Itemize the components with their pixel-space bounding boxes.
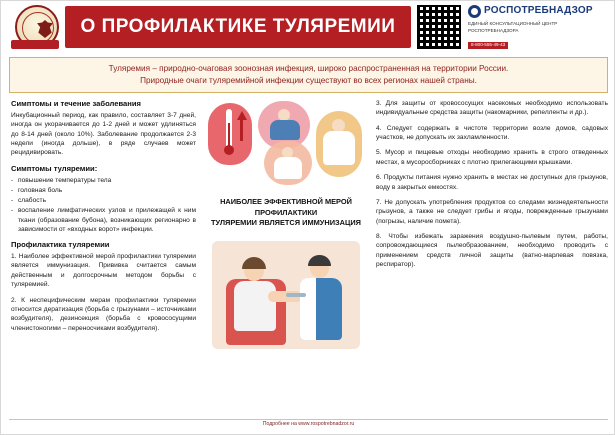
list-item: - воспаление лимфатических узлов и прилежащей к ним ткани (образование бубона), возникающих регионарно в зависимости от «входных ворот» инфекции. [11,206,196,234]
list-item: - головная боль [11,186,196,195]
org-phone: 8-800-555-49-43 [468,42,508,49]
footer [1,412,615,430]
prevention-list [11,252,196,333]
org-sub-line-1: ЕДИНЫЙ КОНСУЛЬТАЦИОННЫЙ ЦЕНТР [468,21,558,27]
list-item: 6. Продукты питания нужно хранить в местах не доступных для грызунов, воду в закрытых емкостях. [376,174,608,191]
thermometer-people-illustration [206,99,366,191]
left-column [11,99,196,339]
rospotrebnadzor-block [415,3,611,51]
signs-heading: Симптомы туляремии: [11,163,98,173]
patient-body-icon [234,281,276,331]
thermometer-mercury [228,123,230,149]
list-item: 8. Чтобы избежать заражения воздушно-пылевым путем, работы, сопровождающиеся пылеобразованием, необходимо проводить с применением средств личной защиты (ватно-марлевая повязка, респиратор). [376,232,608,269]
org-name: РОСПОТРЕБНАДЗОР [484,4,593,16]
intro-line-1: Туляремия – природно-очаговая зоонозная инфекция, широко распространенная на территории России. [108,63,509,73]
emblem-ribbon [11,40,59,49]
intro-band [9,57,608,93]
signs-list [11,176,196,234]
list-item: 7. Не допускать употребления продуктов со следами жизнедеятельности грызунов, а также не следует грибы и ягоды, поврежденные грызунами (погрызы, наличие помета). [376,198,608,225]
callout-text [206,197,366,229]
symptoms-paragraph: Инкубационный период, как правило, составляет 3-7 дней, иногда он укорачивается до 1-2 дней и может удлиняться до 8-14 дней (около 10%). Заболевание продолжается 2-3 недели (иногда дольше), в ряде случаев может рецидивировать. [11,112,196,157]
list-item: 3. Для защиты от кровососущих насекомых необходимо использовать индивидуальные средства защиты (накомарники, репелленты и др.). [376,100,608,117]
rospotrebnadzor-emblem-icon [7,2,63,52]
list-item: 2. К неспецифическим мерам профилактики туляремии относится дератизация (борьба с грызунами – источниками возбудителя), дезинсекция (борьба с кровососущими членистоногими – переносчиками возбудителя). [11,296,196,332]
callout-line-2: ТУЛЯРЕМИИ ЯВЛЯЕТСЯ ИММУНИЗАЦИЯ [211,218,361,228]
middle-column [206,99,366,355]
arrow-stem [240,119,243,141]
rospotrebnadzor-logo-icon [468,5,481,18]
vaccination-illustration [206,237,366,355]
doctor-coat-icon [300,278,316,340]
list-item: 4. Следует содержать в чистоте территории возле домов, садовых участков, не допускать их захламленности. [376,124,608,142]
rospotrebnadzor-text [468,3,593,50]
eagle-icon [37,20,53,38]
right-column [376,99,608,275]
qr-code-icon[interactable] [415,3,463,51]
list-item: - слабость [11,196,196,205]
footer-text[interactable]: Подробнее на www.rospotrebnadzor.ru [262,421,355,427]
org-sub-line-2: РОСПОТРЕБНАДЗОРА [468,28,519,33]
syringe-icon [286,293,306,297]
thermometer-icon [226,109,232,149]
person-body-icon [270,120,300,140]
intro-line-2: Природные очаги туляремийной инфекции существуют во всех регионах нашей страны. [140,76,477,85]
list-item: 1. Наиболее эффективной мерой профилактики туляремии является иммунизация. Прививка считается самым действенным и долгосрочным методом борьбы с туляремией. [11,253,196,289]
page-title-text: О ПРОФИЛАКТИКЕ ТУЛЯРЕМИИ [80,16,396,37]
symptoms-heading: Симптомы и течение заболевания [11,99,141,108]
poster-header [1,1,615,53]
person-body-icon [274,157,302,179]
callout-line-1: НАИБОЛЕЕ ЭФФЕКТИВНОЙ МЕРОЙ ПРОФИЛАКТИКИ [220,197,352,217]
list-item: 5. Мусор и пищевые отходы необходимо хранить в строго отведенных местах, в мусоросборниках с плотно прилегающими крышками. [376,149,608,166]
prevention-list-continued [376,99,608,269]
list-item: - повышение температуры тела [11,176,196,185]
page-title [65,6,411,48]
prevention-heading: Профилактика туляремии [11,240,110,250]
person-body-icon [323,131,355,165]
